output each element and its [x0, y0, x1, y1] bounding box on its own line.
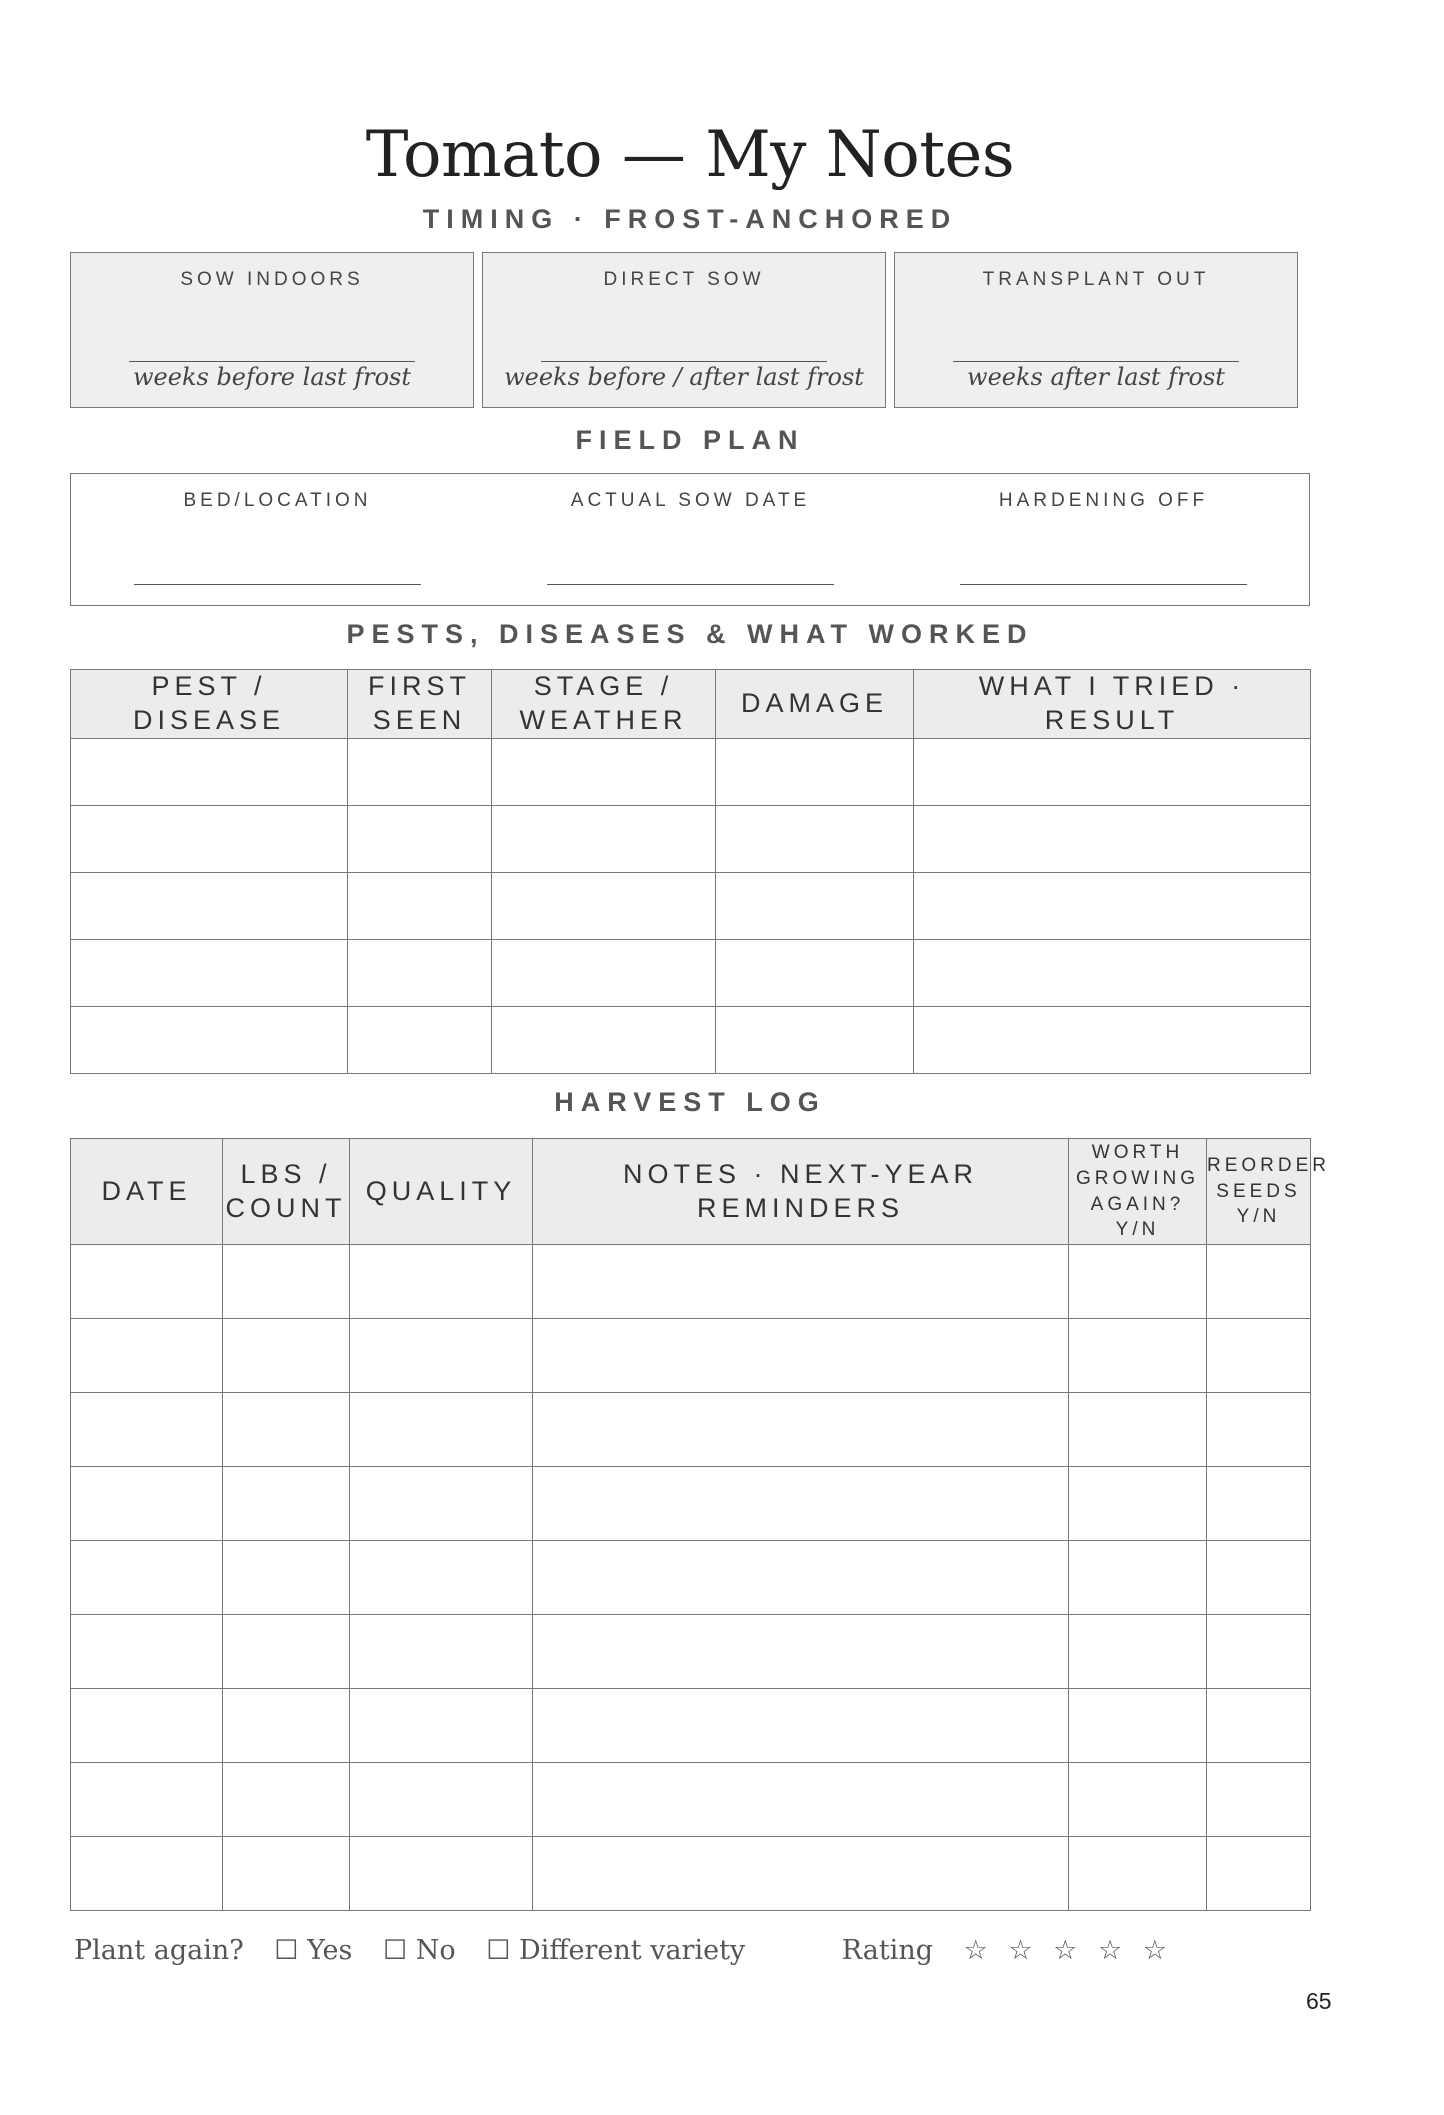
table-cell[interactable] — [1069, 1763, 1207, 1837]
pests-header-row — [71, 670, 1311, 739]
direct-sow-note: weeks before / after last frost — [504, 363, 864, 391]
table-cell[interactable] — [71, 1541, 223, 1615]
table-cell[interactable] — [1069, 1615, 1207, 1689]
table-cell[interactable] — [350, 1837, 533, 1911]
table-cell[interactable] — [350, 1319, 533, 1393]
table-cell[interactable] — [914, 1006, 1311, 1073]
harvest-table-row — [71, 1245, 1311, 1319]
table-cell[interactable] — [350, 1541, 533, 1615]
table-cell[interactable] — [914, 805, 1311, 872]
table-cell[interactable] — [348, 738, 492, 805]
table-cell[interactable] — [223, 1541, 350, 1615]
actual-sow-date-field — [484, 474, 897, 605]
field-plan-heading: FIELD PLAN — [575, 425, 805, 455]
table-cell[interactable] — [71, 1615, 223, 1689]
table-cell[interactable] — [914, 939, 1311, 1006]
table-cell[interactable] — [914, 738, 1311, 805]
harvest-table-row — [71, 1467, 1311, 1541]
harvest-table-row — [71, 1541, 1311, 1615]
table-cell[interactable] — [1069, 1689, 1207, 1763]
table-cell[interactable] — [1069, 1467, 1207, 1541]
harvest-table-row — [71, 1689, 1311, 1763]
table-cell[interactable] — [533, 1615, 1069, 1689]
table-cell[interactable] — [71, 1837, 223, 1911]
table-cell[interactable] — [348, 872, 492, 939]
bed-location-line[interactable] — [134, 584, 421, 585]
direct-sow-line[interactable] — [541, 361, 827, 362]
table-cell[interactable] — [533, 1541, 1069, 1615]
table-cell[interactable] — [1207, 1837, 1311, 1911]
plant-again-yes-checkbox[interactable]: ☐ Yes — [274, 1935, 353, 1966]
timing-heading: TIMING · FROST-ANCHORED — [422, 204, 958, 234]
harvest-table-row — [71, 1763, 1311, 1837]
date-header: DATE — [71, 1139, 223, 1245]
transplant-out-line[interactable] — [953, 361, 1239, 362]
table-cell[interactable] — [1207, 1615, 1311, 1689]
table-cell[interactable] — [1207, 1467, 1311, 1541]
table-cell[interactable] — [71, 939, 348, 1006]
table-cell[interactable] — [223, 1615, 350, 1689]
table-cell[interactable] — [350, 1615, 533, 1689]
table-cell[interactable] — [1069, 1837, 1207, 1911]
table-cell[interactable] — [71, 872, 348, 939]
table-cell[interactable] — [716, 872, 914, 939]
sow-indoors-label: SOW INDOORS — [180, 269, 364, 290]
table-cell[interactable] — [223, 1245, 350, 1319]
pests-table — [70, 669, 1311, 1074]
worth-growing-header: WORTH GROWING AGAIN? Y/N — [1069, 1139, 1207, 1245]
transplant-out-note: weeks after last frost — [967, 363, 1225, 391]
table-cell[interactable] — [533, 1837, 1069, 1911]
sow-indoors-line[interactable] — [129, 361, 415, 362]
footer-plant-again — [74, 1935, 1195, 1966]
pests-table-row — [71, 939, 1311, 1006]
table-cell[interactable] — [223, 1319, 350, 1393]
table-cell[interactable] — [348, 1006, 492, 1073]
table-cell[interactable] — [348, 939, 492, 1006]
table-cell[interactable] — [533, 1467, 1069, 1541]
sow-indoors-box — [70, 252, 474, 408]
table-cell[interactable] — [71, 1393, 223, 1467]
table-cell[interactable] — [1207, 1245, 1311, 1319]
first-seen-header: FIRST SEEN — [348, 670, 492, 739]
table-cell[interactable] — [1069, 1541, 1207, 1615]
pests-table-row — [71, 872, 1311, 939]
table-cell[interactable] — [492, 738, 716, 805]
quality-header: QUALITY — [350, 1139, 533, 1245]
harvest-header-row — [71, 1139, 1311, 1245]
table-cell[interactable] — [1207, 1541, 1311, 1615]
table-cell[interactable] — [914, 872, 1311, 939]
table-cell[interactable] — [716, 805, 914, 872]
table-cell[interactable] — [223, 1393, 350, 1467]
table-cell[interactable] — [716, 738, 914, 805]
notes-header: NOTES · NEXT-YEAR REMINDERS — [533, 1139, 1069, 1245]
reorder-seeds-header: REORDER SEEDS Y/N — [1207, 1139, 1311, 1245]
table-cell[interactable] — [71, 805, 348, 872]
table-cell[interactable] — [1207, 1763, 1311, 1837]
table-cell[interactable] — [223, 1837, 350, 1911]
what-i-tried-header: WHAT I TRIED · RESULT — [914, 670, 1311, 739]
table-cell[interactable] — [350, 1245, 533, 1319]
table-cell[interactable] — [350, 1393, 533, 1467]
table-cell[interactable] — [716, 939, 914, 1006]
table-cell[interactable] — [533, 1763, 1069, 1837]
star-rating-icons[interactable]: ☆ ☆ ☆ ☆ ☆ — [963, 1935, 1173, 1966]
table-cell[interactable] — [71, 1319, 223, 1393]
table-cell[interactable] — [533, 1245, 1069, 1319]
actual-sow-date-line[interactable] — [547, 584, 834, 585]
harvest-table-row — [71, 1319, 1311, 1393]
pests-table-row — [71, 1006, 1311, 1073]
actual-sow-date-label: ACTUAL SOW DATE — [570, 490, 811, 511]
hardening-off-field — [897, 474, 1310, 605]
bed-location-label: BED/LOCATION — [183, 490, 372, 511]
table-cell[interactable] — [71, 738, 348, 805]
pest-disease-header: PEST / DISEASE — [71, 670, 348, 739]
table-cell[interactable] — [533, 1689, 1069, 1763]
table-cell[interactable] — [71, 1467, 223, 1541]
table-cell[interactable] — [533, 1319, 1069, 1393]
table-cell[interactable] — [350, 1467, 533, 1541]
direct-sow-box — [482, 252, 886, 408]
table-cell[interactable] — [350, 1689, 533, 1763]
table-cell[interactable] — [716, 1006, 914, 1073]
harvest-table-row — [71, 1393, 1311, 1467]
harvest-table-row — [71, 1837, 1311, 1911]
sow-indoors-note: weeks before last frost — [133, 363, 411, 391]
table-cell[interactable] — [492, 939, 716, 1006]
pests-heading: PESTS, DISEASES & WHAT WORKED — [346, 619, 1034, 649]
page-title: Tomato — My Notes — [365, 118, 1015, 192]
field-plan-box — [70, 473, 1310, 606]
rating-label: Rating — [841, 1935, 933, 1966]
stage-weather-header: STAGE / WEATHER — [492, 670, 716, 739]
table-cell[interactable] — [71, 1245, 223, 1319]
pests-table-row — [71, 738, 1311, 805]
table-cell[interactable] — [1069, 1319, 1207, 1393]
hardening-off-line[interactable] — [960, 584, 1247, 585]
table-cell[interactable] — [1207, 1689, 1311, 1763]
hardening-off-label: HARDENING OFF — [998, 490, 1209, 511]
table-cell[interactable] — [492, 805, 716, 872]
plant-again-no-checkbox[interactable]: ☐ No — [383, 1935, 456, 1966]
table-cell[interactable] — [350, 1763, 533, 1837]
harvest-heading: HARVEST LOG — [554, 1087, 826, 1117]
table-cell[interactable] — [492, 872, 716, 939]
table-cell[interactable] — [533, 1393, 1069, 1467]
table-cell[interactable] — [1069, 1393, 1207, 1467]
table-cell[interactable] — [1207, 1393, 1311, 1467]
different-variety-checkbox[interactable]: ☐ Different variety — [486, 1935, 746, 1966]
harvest-table-row — [71, 1615, 1311, 1689]
transplant-out-box — [894, 252, 1298, 408]
table-cell[interactable] — [223, 1763, 350, 1837]
table-cell[interactable] — [71, 1006, 348, 1073]
bed-location-field — [71, 474, 484, 605]
table-cell[interactable] — [223, 1689, 350, 1763]
table-cell[interactable] — [71, 1689, 223, 1763]
table-cell[interactable] — [1207, 1319, 1311, 1393]
lbs-count-header: LBS / COUNT — [223, 1139, 350, 1245]
transplant-out-label: TRANSPLANT OUT — [982, 269, 1210, 290]
pests-table-row — [71, 805, 1311, 872]
damage-header: DAMAGE — [716, 670, 914, 739]
harvest-table — [70, 1138, 1331, 1911]
table-cell[interactable] — [1069, 1245, 1207, 1319]
table-cell[interactable] — [223, 1467, 350, 1541]
direct-sow-label: DIRECT SOW — [603, 269, 765, 290]
page-number: 65 — [1306, 1988, 1332, 2014]
table-cell[interactable] — [348, 805, 492, 872]
table-cell[interactable] — [71, 1763, 223, 1837]
table-cell[interactable] — [492, 1006, 716, 1073]
plant-again-label: Plant again? — [74, 1935, 244, 1966]
